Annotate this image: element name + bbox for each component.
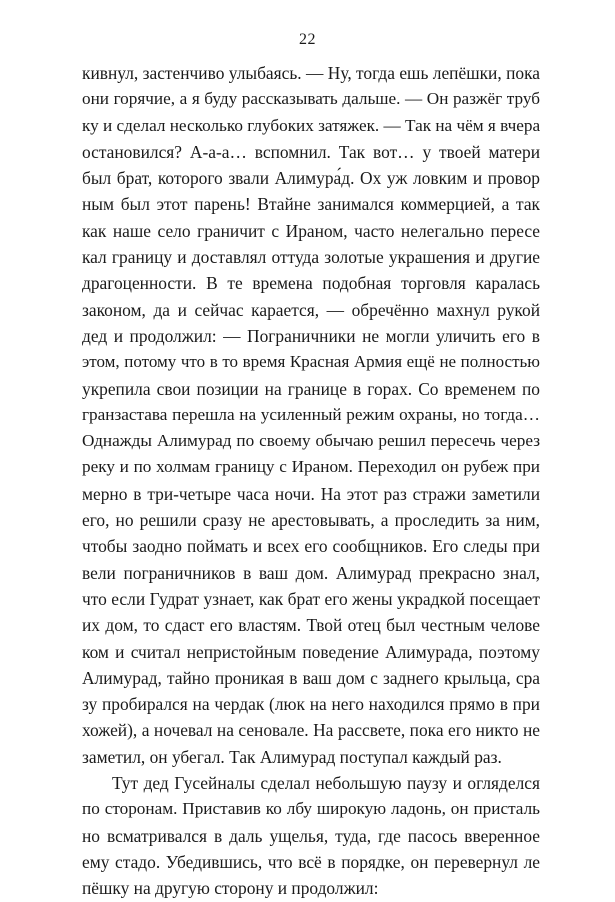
- body-text: [82, 60, 540, 902]
- text-line: ему стадо. Убедившись, что всё в порядке, он перевернул ле: [82, 851, 540, 872]
- text-line: укрепила свои позиции на границе в горах. Со временем по: [82, 378, 540, 399]
- text-line: Алимурад, тайно проникая в ваш дом с заднего крыльца, сра: [82, 667, 540, 688]
- text-line: хожей), а ночевал на сеновале. На рассвете, пока его никто не: [82, 720, 540, 741]
- text-line: кал границу и доставлял оттуда золотые украшения и другие: [82, 247, 540, 268]
- text-line: они горячие, а я буду рассказывать дальше. — Он разжёг труб: [82, 89, 540, 109]
- text-line: остановился? А-а-а… вспомнил. Так вот… у твоей матери: [82, 141, 540, 162]
- text-line: драгоценности. В те времена подобная торговля каралась: [82, 273, 540, 294]
- text-line: пёшку на другую сторону и продолжил:: [82, 878, 379, 899]
- text-line: этом, потому что в то время Красная Армия ещё не полностью: [82, 352, 540, 372]
- text-line: как наше село граничит с Ираном, часто нелегально пересе: [82, 220, 540, 241]
- page-number: 22: [299, 31, 316, 48]
- text-line: по сторонам. Приставив ко лбу широкую ладонь, он присталь: [82, 799, 540, 819]
- text-line: Однажды Алимурад по своему обычаю решил пересечь через: [82, 431, 540, 451]
- text-line: чтобы заодно поймать и всех его сообщников. Его следы при: [82, 536, 540, 557]
- text-line: но всматривался в даль ущелья, туда, где пасось вверенное: [82, 825, 540, 846]
- text-line: ку и сделал несколько глубоких затяжек. — Так на чём я вчера: [82, 115, 541, 135]
- text-line: вели пограничников в ваш дом. Алимурад прекрасно знал,: [82, 562, 540, 583]
- text-line: реку и по холмам границу с Ираном. Переходил он рубеж при: [82, 457, 540, 477]
- text-line: мерно в три-четыре часа ночи. На этот раз стражи заметили: [82, 483, 540, 504]
- text-line: Тут дед Гусейналы сделал небольшую паузу и огляделся: [112, 773, 540, 794]
- text-line: гранзастава перешла на усиленный режим охраны, но тогда…: [82, 404, 540, 424]
- text-line: что если Гудрат узнает, как брат его жены украдкой посещает: [82, 588, 540, 609]
- text-line: ным был этот парень! Втайне занимался коммерцией, а так: [82, 194, 540, 215]
- text-line: кивнул, застенчиво улыбаясь. — Ну, тогда ешь лепёшки, пока: [82, 63, 540, 83]
- text-line: их дом, то сдаст его властям. Твой отец был честным челове: [82, 615, 540, 636]
- text-line: заметил, он убегал. Так Алимурад поступал каждый раз.: [82, 746, 502, 767]
- text-line: ком и считал непристойным поведение Алимурада, поэтому: [82, 641, 540, 662]
- text-line: дед и продолжил: — Пограничники не могли уличить его в: [82, 325, 540, 346]
- text-line: зу пробирался на чердак (люк на него находился прямо в при: [82, 694, 540, 715]
- text-line: законом, да и сейчас карается, — обречённо махнул рукой: [82, 299, 540, 320]
- text-line: был брат, которого звали Алимура́д. Ох уж ловким и провор: [82, 168, 540, 189]
- text-line: его, но решили сразу не арестовывать, а проследить за ним,: [82, 510, 540, 531]
